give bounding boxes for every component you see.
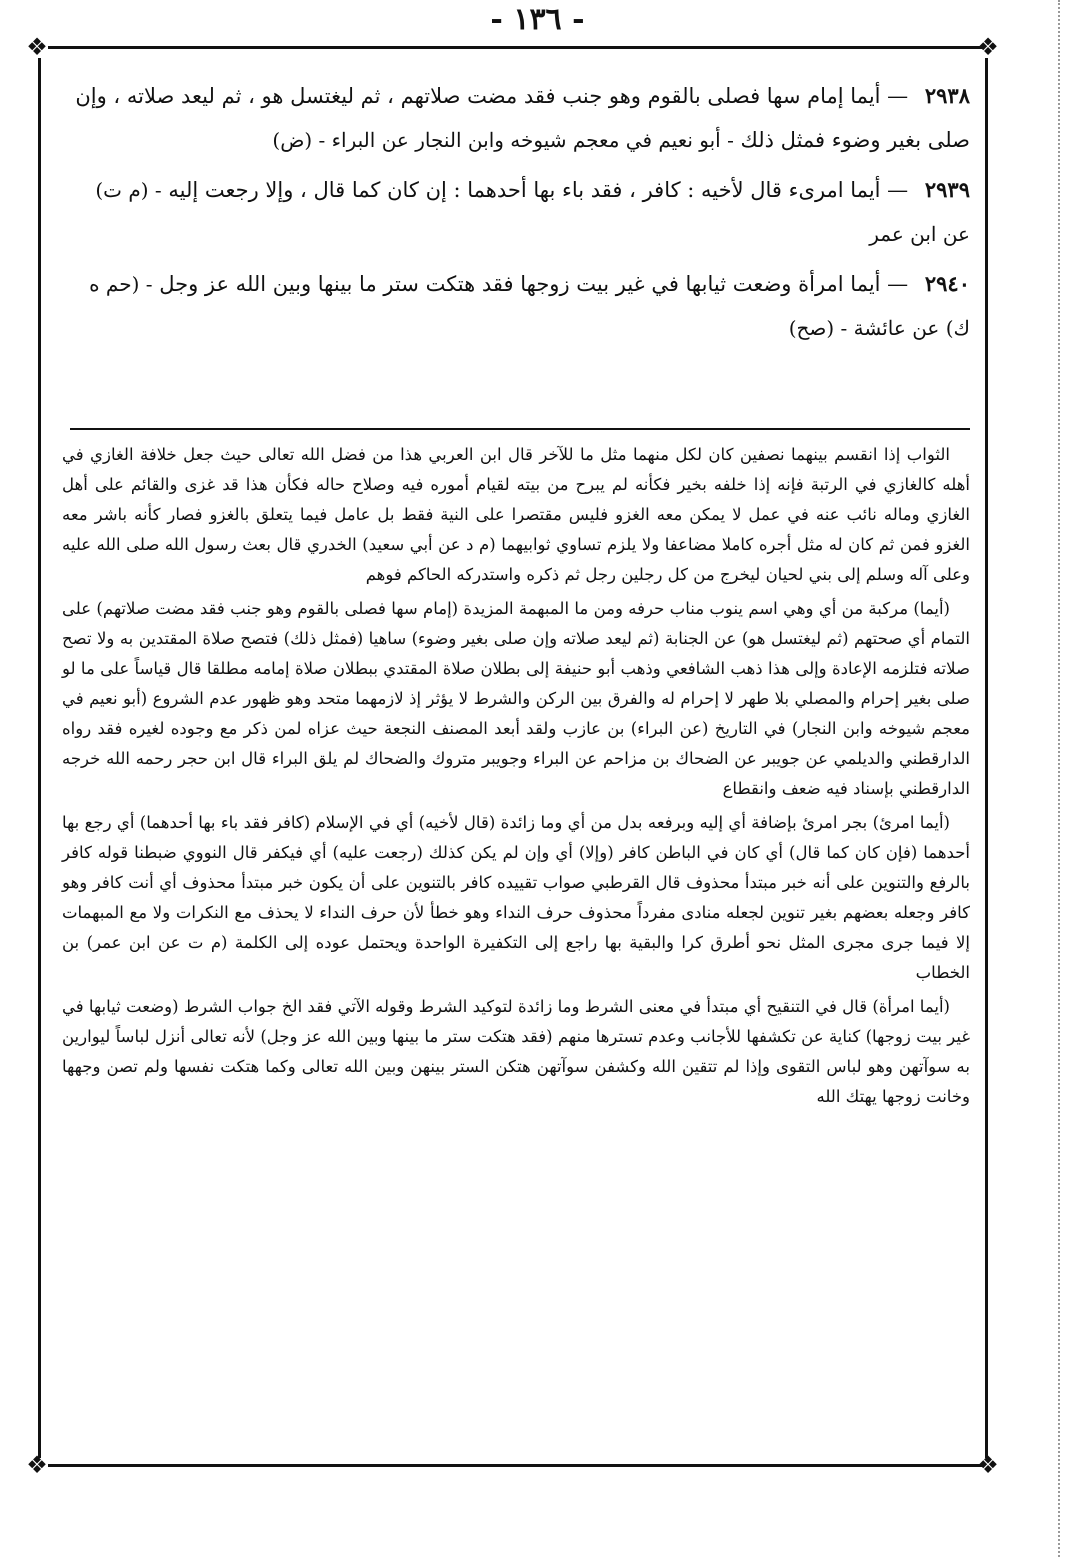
corner-ornament-icon: ❖ (977, 1451, 999, 1479)
top-border-line (48, 46, 982, 49)
commentary-paragraph: (أيما امرئ) بجر امرئ بإضافة أي إليه وبرفعه بدل من أي وما زائدة (قال لأخيه) أي في الإسلام (كافر فقد باء بها أحدهما) أي رجع بها أحدهما (فإن كان كما قال) أي كان في الباطن كافر (وإلا) أي وإن لم يكن كذلك (رجعت عليه) أي فيكفر قال النووي ضبطنا قوله كافر بالرفع والتنوين على أنه خبر مبتدأ محذوف قال القرطبي صواب تقييده كافر بالتنوين على أن يكون خبر مبتدأ محذوف أي أنت كافر وهو كافر وجعله بعضهم بغير تنوين لجعله منادى مفرداً محذوف حرف النداء وهو خطأ لأن حرف النداء لا يحذف مع النكرات ولا مع المبهمات إلا فيما جرى مجرى المثل نحو أطرق كرا والبقية بها راجع إلى التكفيرة الواحدة ويحتمل عوده إلى الكلمة (م ت عن ابن عمر) بن الخطاب (62, 813, 970, 982)
section-separator (70, 428, 970, 430)
hadith-number: ٢٩٣٨ (924, 83, 970, 108)
page-edge-dotted (1058, 0, 1060, 1557)
hadith-number: ٢٩٤٠ (924, 271, 970, 296)
hadith-source: - أبو نعيم في معجم شيوخه وابن النجار عن البراء - (ض) (272, 128, 734, 152)
left-border-line (38, 58, 41, 1458)
corner-ornament-icon: ❖ (26, 1451, 48, 1479)
hadith-entry (62, 74, 970, 162)
hadith-entry (62, 168, 970, 256)
bottom-border-line (48, 1464, 982, 1467)
corner-ornament-icon: ❖ (977, 33, 999, 61)
hadith-text: — أيما امرىء قال لأخيه : كافر ، فقد باء بها أحدهما : إن كان كما قال ، وإلا رجعت إليه (168, 178, 909, 202)
hadith-entry (62, 262, 970, 350)
commentary-paragraph: (أيما امرأة) قال في التنقيح أي مبتدأ في معنى الشرط وما زائدة لتوكيد الشرط وقوله الآتي فقد الخ جواب الشرط (وضعت ثيابها في غير بيت زوجها) كناية عن تكشفها للأجانب وعدم تسترها منهم (فقد هتكت ستر ما بينها وبين الله عز وجل) لأنه تعالى أنزل لباساً ليوارين به سوآتهن وهو لباس التقوى وإذا لم تتقين الله وكشفن سوآتهن هتكن الستر بينهن وبين الله تعالى وكما هتكت نفسها ولم تصن وجهها وخانت زوجها يهتك الله (62, 997, 970, 1106)
hadith-text: — أيما امرأة وضعت ثيابها في غير بيت زوجها فقد هتكت ستر ما بينها وبين الله عز وجل (159, 272, 909, 296)
hadith-section (62, 74, 970, 404)
commentary-paragraph: الثواب إذا انقسم بينهما نصفين كان لكل منهما مثل ما للآخر قال ابن العربي هذا من فضل الله تعالى حيث جعل خلافة الغازي في أهله كالغازي في الرتبة فإنه إذا خلفه بخير فكأنه لم يبرح من بيته لقيام أموره فيه وصلاح حاله فكأن هذا قد غزى والقائم على أهل الغازي وماله نائب عنه في عمل لا يمكن معه الغزو فليس مقتصرا على النية فقط بل عامل فيما يتعلق بالغزو فصار كأنه باشر معه الغزو فمن ثم كان له مثل أجره كاملا مضاعفا ولا يلزم تساوي ثوابيهما (م د عن أبي سعيد) الخدري قال بعث رسول الله صلى الله عليه وعلى آله وسلم إلى بني لحيان ليخرج من كل رجلين رجل ثم ذكره واستدركه الحاكم فوهم (62, 445, 970, 584)
hadith-source: - (م ت) عن ابن عمر (95, 178, 970, 246)
hadith-source: - (حم ه ك) عن عائشة - (صح) (89, 272, 970, 340)
hadith-text: — أيما إمام سها فصلى بالقوم وهو جنب فقد مضت صلاتهم ، ثم ليغتسل هو ، ثم ليعد صلاته ، وإن صلى بغير وضوء فمثل ذلك (75, 84, 970, 152)
commentary-section (62, 440, 970, 1450)
page-number: - ١٣٦ - (490, 2, 585, 37)
hadith-number: ٢٩٣٩ (924, 177, 970, 202)
right-border-line (985, 58, 988, 1458)
commentary-paragraph: (أيما) مركبة من أي وهي اسم ينوب مناب حرفه ومن ما المبهمة المزيدة (إمام سها فصلى بالقوم وهو جنب فقد مضت صلاتهم) على التمام أي صحتهم (ثم ليغتسل هو) عن الجنابة (ثم ليعد صلاته وإن صلى بغير وضوء) ساهيا (فمثل ذلك) فتصح صلاة المقتدين به ولا تصح صلاته فتلزمه الإعادة وإلى هذا ذهب الشافعي وذهب أبو حنيفة إلى بطلان صلاة المقتدي ببطلان صلاة إمامه مطلقا قال قياساً على ما لو صلى بغير إحرام والمصلي بلا طهر لا إحرام له والفرق بين الركن والشرط لا يؤثر إذ لازمهما متحد وهو ظهور عدم الشروع (أبو نعيم في معجم شيوخه وابن النجار) في التاريخ (عن البراء) بن عازب ولقد أبعد المصنف النجعة حيث عزاه لمن ذكر مع وجوده لغيره فقد رواه الدارقطني والديلمي عن جويبر عن الضحاك بن مزاحم عن البراء وجويبر متروك والضحاك لم يلق البراء قال ابن حجر رحمه الله خرجه الدارقطني بإسناد فيه ضعف وانقطاع (62, 599, 970, 798)
corner-ornament-icon: ❖ (26, 33, 48, 61)
